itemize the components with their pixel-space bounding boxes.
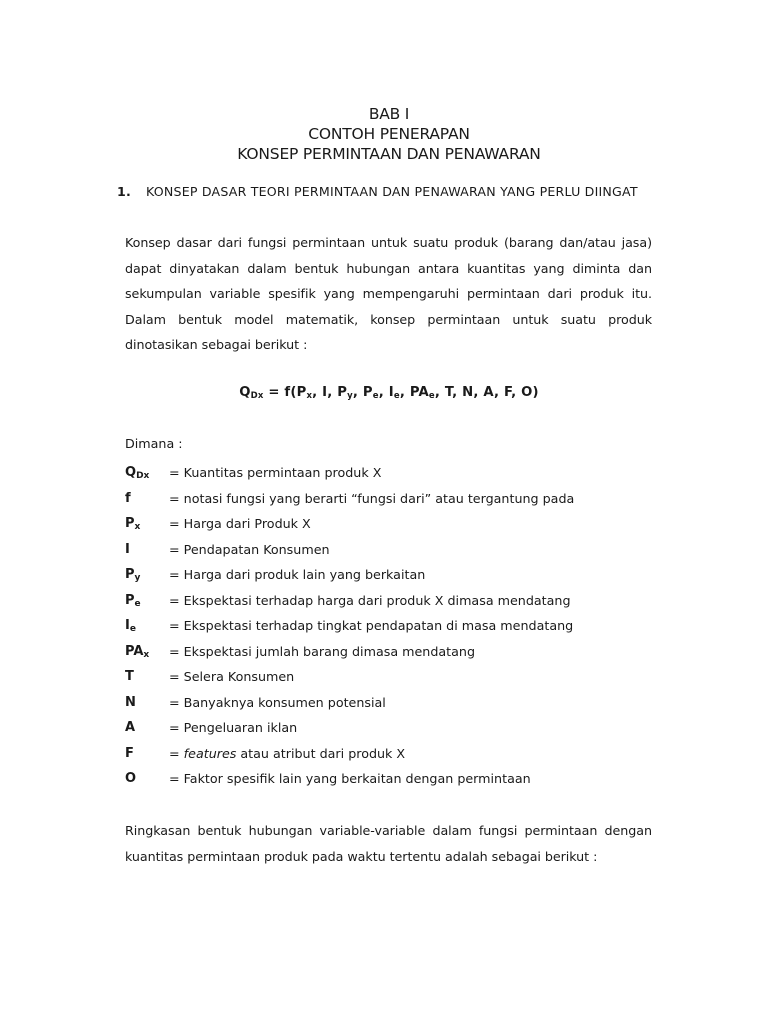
formula-part: , I [378,385,394,400]
definition-text: = Harga dari Produk X [169,516,311,531]
formula-part: , P [352,385,373,400]
definition-symbol [125,618,136,634]
definition-symbol [125,542,130,557]
definition-symbol [125,491,131,506]
chapter-number: BAB I [368,105,410,123]
symbol-subscript: e [134,598,141,609]
definition-text: = Banyaknya konsumen potensial [169,694,386,710]
definition-text: = Selera Konsumen [169,669,295,684]
section-heading [117,183,655,201]
demand-formula [0,385,768,401]
symbol-main: PA [125,643,144,659]
definition-row [125,463,685,489]
intro-paragraph: Konsep dasar dari fungsi permintaan untuk suatu produk (barang dan/atau jasa) dapat dinyatakan dalam bentuk hubungan antara kuantitas yang diminta dan sekumpulan variable spesifik yang mempengaruhi permintaan dari produk itu. Dalam bentuk model matematik, konsep permintaan untuk suatu produk dinotasikan sebagai berikut : [125,235,652,352]
definition-text-suffix: atau atribut dari produk X [236,745,406,761]
definition-text: = Ekspektasi terhadap harga dari produk X dimasa mendatang [169,592,571,608]
section-heading-text: KONSEP DASAR TEORI PERMINTAAN DAN PENAWARAN YANG PERLU DIINGAT [146,184,638,199]
definition-text-italic: features [183,745,237,761]
definition-row [125,540,685,566]
definition-symbol [125,593,141,609]
definition-text: = Faktor spesifik lain yang berkaitan dengan permintaan [169,771,531,786]
symbol-main: Q [125,465,137,480]
definition-symbol [125,746,134,761]
definition-symbol [125,516,140,532]
formula-lhs-sub: Dx [250,391,264,401]
symbol-main: f [125,490,131,506]
definition-text: = Pendapatan Konsumen [169,541,330,557]
definition-symbol [125,720,135,735]
formula-sub: e [372,391,379,401]
definition-text: = Ekspektasi terhadap tingkat pendapatan di masa mendatang [169,618,574,633]
definition-symbol [125,465,149,481]
definition-row [125,769,685,795]
chapter-title [0,104,768,164]
symbol-main: T [125,669,134,684]
symbol-main: P [125,567,135,582]
definition-row [125,514,685,540]
chapter-title-line-3: KONSEP PERMINTAAN DAN PENAWARAN [237,145,541,163]
symbol-main: I [125,541,130,557]
definition-row [125,642,685,668]
formula-part: , T, N, A, F, O) [434,385,539,400]
definition-symbol [125,695,136,710]
definition-text: = Pengeluaran iklan [169,720,298,735]
summary-paragraph: Ringkasan bentuk hubungan variable-variable dalam fungsi permintaan dengan kuantitas permintaan produk pada waktu tertentu adalah sebagai berikut : [125,823,652,864]
chapter-title-line-2: CONTOH PENERAPAN [308,125,470,143]
formula-sub: e [393,391,400,401]
formula-part: , PA [399,385,429,400]
definition-list [125,463,685,795]
symbol-main: A [125,720,136,735]
definition-row [125,616,685,642]
definition-row [125,565,685,591]
formula-lhs: Q [239,385,251,400]
dimana-label: Dimana : [125,436,183,451]
definition-symbol [125,771,136,786]
symbol-main: P [125,592,135,608]
symbol-subscript: y [134,573,141,583]
definition-symbol [125,644,149,660]
symbol-subscript: x [134,522,141,532]
symbol-main: F [125,745,134,761]
definition-text: = Kuantitas permintaan produk X [169,465,382,480]
definition-text: = notasi fungsi yang berarti “fungsi dari” atau tergantung pada [169,490,575,506]
symbol-main: N [125,694,136,710]
definition-row [125,718,685,744]
symbol-main: O [125,771,137,786]
symbol-main: I [125,618,130,633]
definition-symbol [125,567,140,583]
definition-text: = Ekspektasi jumlah barang dimasa mendatang [169,643,476,659]
formula-part: , I, P [312,385,348,400]
formula-sub: x [306,391,313,401]
definition-symbol [125,669,134,684]
definition-row [125,591,685,617]
definition-text-prefix: = [169,745,184,761]
symbol-subscript: x [143,649,150,660]
symbol-main: P [125,516,135,531]
symbol-subscript: Dx [136,471,150,481]
definition-row [125,489,685,515]
formula-sub: e [428,391,435,401]
section-number: 1. [117,184,131,199]
definition-row [125,667,685,693]
definition-text [169,746,405,761]
symbol-subscript: e [129,624,136,634]
definition-text: = Harga dari produk lain yang berkaitan [169,567,426,582]
definition-row [125,744,685,770]
definition-row [125,693,685,719]
formula-part: = f(P [263,385,307,400]
formula-sub: y [347,391,353,401]
